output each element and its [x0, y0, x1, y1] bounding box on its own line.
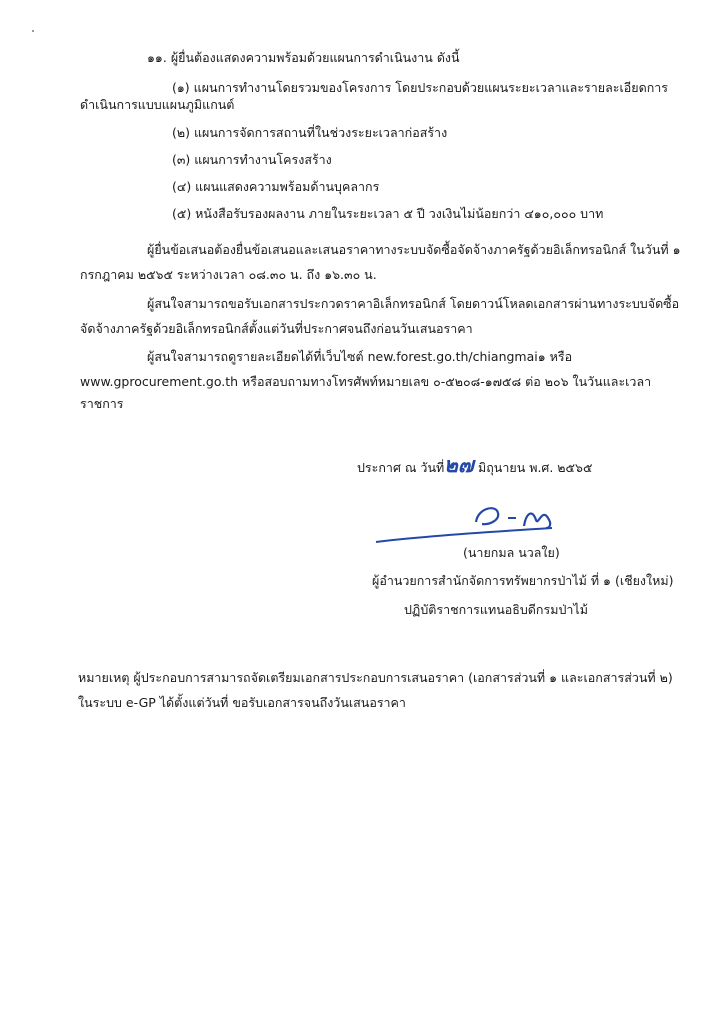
requirement-item-1-line-1: (๑) แผนการทำงานโดยรวมของโครงการ โดยประกอบด้วยแผนระยะเวลาและรายละเอียดการ	[172, 80, 669, 95]
requirement-item-4: (๔) แผนแสดงความพร้อมด้านบุคลากร	[172, 179, 380, 194]
download-line-2: จัดจ้างภาครัฐด้วยอิเล็กทรอนิกส์ตั้งแต่วันที่ประกาศจนถึงก่อนวันเสนอราคา	[80, 321, 473, 336]
signatory-name: (นายกมล นวลใย)	[463, 545, 560, 560]
requirements-heading: ๑๑. ผู้ยื่นต้องแสดงความพร้อมด้วยแผนการดำเนินงาน ดังนี้	[147, 50, 460, 65]
download-line-1: ผู้สนใจสามารถขอรับเอกสารประกวดราคาอิเล็กทรอนิกส์ โดยดาวน์โหลดเอกสารผ่านทางระบบจัดซื้อ	[147, 296, 680, 311]
requirement-item-3: (๓) แผนการทำงานโครงสร้าง	[172, 152, 332, 167]
requirement-item-2: (๒) แผนการจัดการสถานที่ในช่วงระยะเวลาก่อสร้าง	[172, 125, 448, 140]
announcement-suffix: มิถุนายน พ.ศ. ๒๕๖๕	[478, 460, 593, 475]
announcement-day-handwritten: ๒๗	[444, 452, 474, 477]
details-line-1: ผู้สนใจสามารถดูรายละเอียดได้ที่เว็บไซต์ new.forest.go.th/chiangmai๑ หรือ	[147, 349, 573, 364]
details-line-3: ราชการ	[80, 396, 124, 411]
remark-line-2: ในระบบ e-GP ได้ตั้งแต่วันที่ ขอรับเอกสารจนถึงวันเสนอราคา	[78, 695, 406, 710]
details-line-2: www.gprocurement.go.th หรือสอบถามทางโทรศัพท์หมายเลข ๐-๕๒๐๘-๑๗๕๘ ต่อ ๒๐๖ ในวันและเวลา	[80, 374, 652, 389]
announcement-prefix: ประกาศ ณ วันที่	[357, 460, 445, 475]
signatory-acting: ปฏิบัติราชการแทนอธิบดีกรมป่าไม้	[404, 602, 588, 617]
submission-line-1: ผู้ยื่นข้อเสนอต้องยื่นข้อเสนอและเสนอราคาทางระบบจัดซื้อจัดจ้างภาครัฐด้วยอิเล็กทรอนิกส์ ในวันที่ ๑	[147, 242, 681, 257]
requirement-item-1-line-2: ดำเนินการแบบแผนภูมิแกนต์	[80, 97, 235, 112]
signature-image	[372, 498, 562, 548]
requirement-item-5: (๕) หนังสือรับรองผลงาน ภายในระยะเวลา ๕ ปี วงเงินไม่น้อยกว่า ๔๑๐,๐๐๐ บาท	[172, 206, 604, 221]
scan-speck	[32, 30, 34, 32]
remark-line-1: หมายเหตุ ผู้ประกอบการสามารถจัดเตรียมเอกสารประกอบการเสนอราคา (เอกสารส่วนที่ ๑ และเอกสารส่วนที่ ๒)	[78, 670, 673, 685]
submission-line-2: กรกฎาคม ๒๕๖๕ ระหว่างเวลา ๐๘.๓๐ น. ถึง ๑๖.๓๐ น.	[80, 267, 377, 282]
signatory-title: ผู้อำนวยการสำนักจัดการทรัพยากรป่าไม้ ที่ ๑ (เชียงใหม่)	[372, 573, 674, 588]
